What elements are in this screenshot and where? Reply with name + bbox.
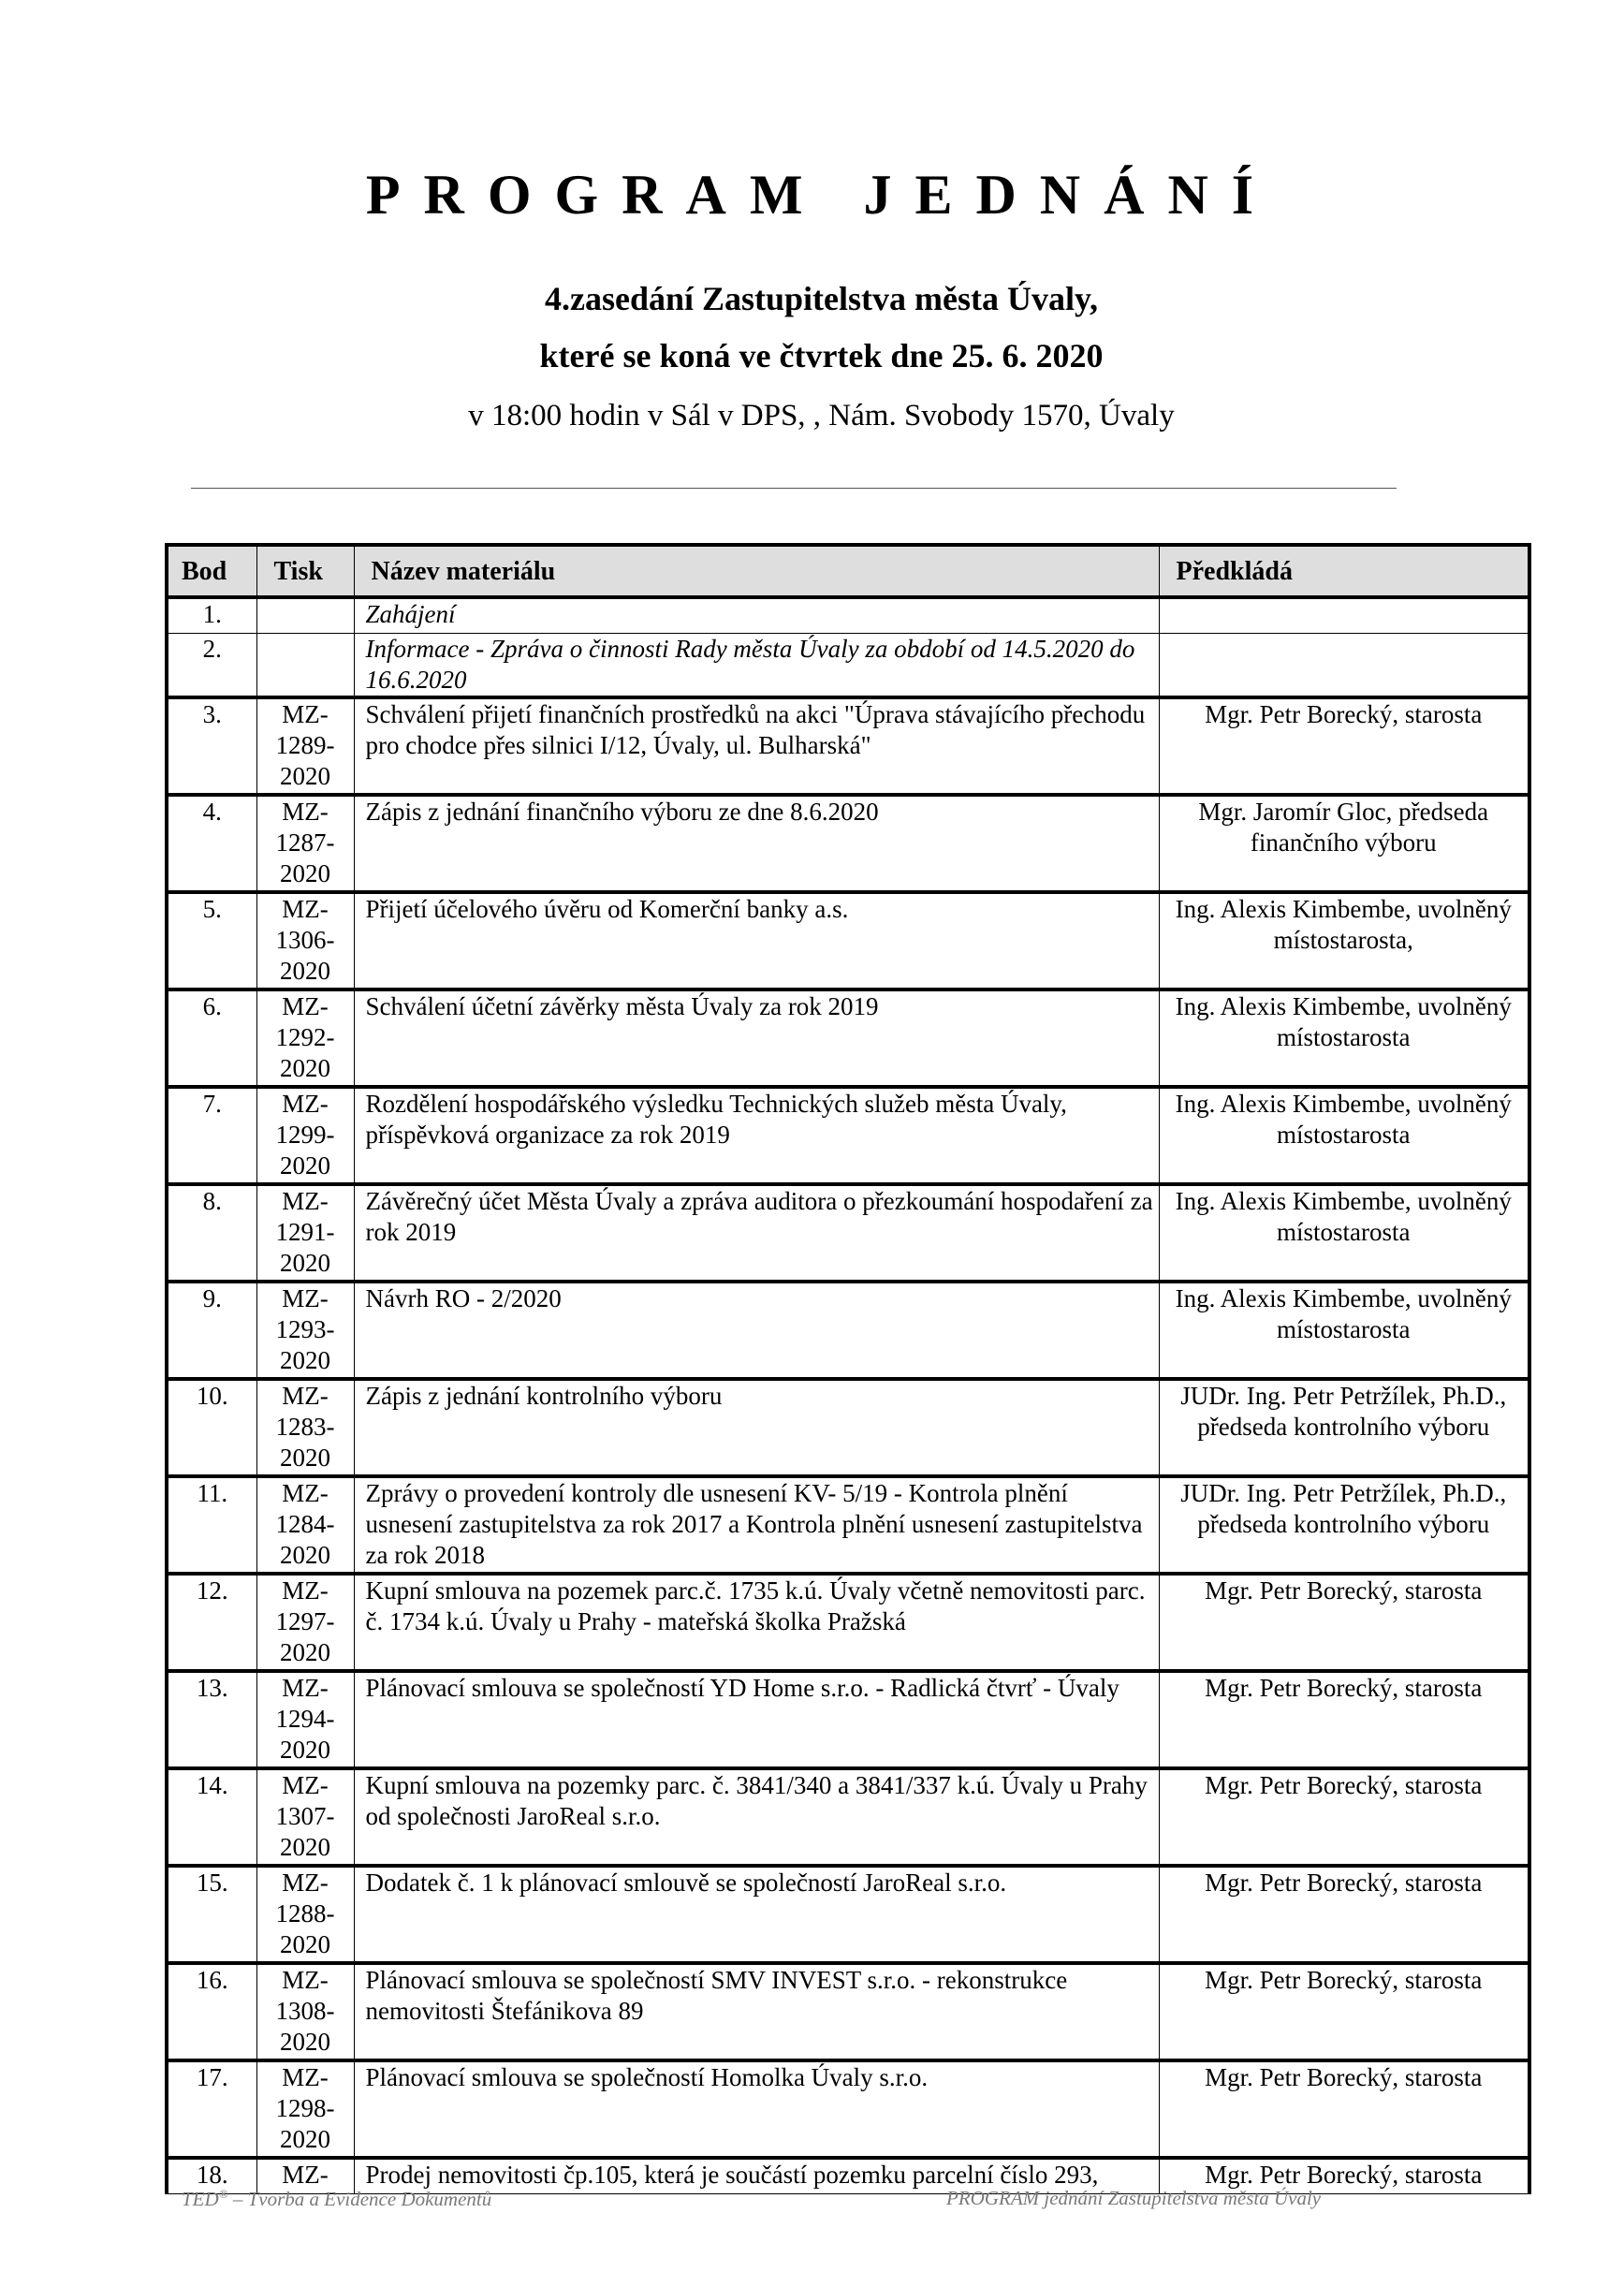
row-bod-cell: 17. bbox=[167, 2060, 256, 2158]
column-header-nazev: Název materiálu bbox=[354, 545, 1159, 597]
row-predklada-cell bbox=[1159, 597, 1529, 634]
meeting-date: které se koná ve čtvrtek dne 25. 6. 2020 bbox=[539, 337, 1104, 374]
row-tisk-cell: MZ-1288-2020 bbox=[256, 1866, 354, 1963]
table-row bbox=[167, 1379, 1529, 1476]
table-row bbox=[167, 634, 1529, 698]
row-nazev-cell: Plánovací smlouva se společností SMV INVEST s.r.o. - rekonstrukce nemovitosti Štefánikova 89 bbox=[354, 1963, 1159, 2060]
row-tisk-cell bbox=[256, 634, 354, 698]
row-tisk-cell: MZ-1298-2020 bbox=[256, 2060, 354, 2158]
row-bod-cell: 18. bbox=[167, 2158, 256, 2194]
row-bod-cell: 7. bbox=[167, 1087, 256, 1184]
table-row bbox=[167, 597, 1529, 634]
row-nazev-cell: Schválení přijetí finančních prostředků na akci "Úprava stávajícího přechodu pro chodce přes silnici I/12, Úvaly, ul. Bulharská" bbox=[354, 697, 1159, 795]
row-nazev-cell: Dodatek č. 1 k plánovací smlouvě se společností JaroReal s.r.o. bbox=[354, 1866, 1159, 1963]
row-nazev-cell: Kupní smlouva na pozemky parc. č. 3841/340 a 3841/337 k.ú. Úvaly u Prahy od společnosti JaroReal s.r.o. bbox=[354, 1768, 1159, 1866]
row-bod-cell: 9. bbox=[167, 1282, 256, 1379]
row-tisk-cell bbox=[256, 597, 354, 634]
row-predklada-cell bbox=[1159, 634, 1529, 698]
row-bod-cell: 4. bbox=[167, 795, 256, 892]
row-tisk-cell: MZ-1291-2020 bbox=[256, 1184, 354, 1282]
registered-mark: ® bbox=[218, 2187, 228, 2201]
row-predklada-cell: Ing. Alexis Kimbembe, uvolněný místostarosta bbox=[1159, 1184, 1529, 1282]
row-bod-cell: 13. bbox=[167, 1671, 256, 1768]
row-nazev-cell: Plánovací smlouva se společností Homolka Úvaly s.r.o. bbox=[354, 2060, 1159, 2158]
row-tisk-cell: MZ-1289-2020 bbox=[256, 697, 354, 795]
column-header-predklada: Předkládá bbox=[1159, 545, 1529, 597]
table-row bbox=[167, 1476, 1529, 1574]
table-row bbox=[167, 1671, 1529, 1768]
row-nazev-cell: Prodej nemovitosti čp.105, která je součástí pozemku parcelní číslo 293, bbox=[354, 2158, 1159, 2194]
row-tisk-cell: MZ-1307-2020 bbox=[256, 1768, 354, 1866]
row-nazev-cell: Rozdělení hospodářského výsledku Technických služeb města Úvaly, příspěvková organizace za rok 2019 bbox=[354, 1087, 1159, 1184]
column-header-bod: Bod bbox=[167, 545, 256, 597]
table-row bbox=[167, 1184, 1529, 1282]
row-tisk-cell: MZ-1293-2020 bbox=[256, 1282, 354, 1379]
row-bod-cell: 2. bbox=[167, 634, 256, 698]
table-row bbox=[167, 1866, 1529, 1963]
row-tisk-cell: MZ-1292-2020 bbox=[256, 989, 354, 1087]
row-predklada-cell: Mgr. Petr Borecký, starosta bbox=[1159, 1963, 1529, 2060]
row-predklada-cell: JUDr. Ing. Petr Petržílek, Ph.D., předseda kontrolního výboru bbox=[1159, 1379, 1529, 1476]
table-row bbox=[167, 892, 1529, 989]
row-predklada-cell: Mgr. Jaromír Gloc, předseda finančního výboru bbox=[1159, 795, 1529, 892]
table-row bbox=[167, 1963, 1529, 2060]
row-predklada-cell: Mgr. Petr Borecký, starosta bbox=[1159, 2060, 1529, 2158]
row-bod-cell: 11. bbox=[167, 1476, 256, 1574]
table-row bbox=[167, 1087, 1529, 1184]
row-tisk-cell: MZ-1299-2020 bbox=[256, 1087, 354, 1184]
row-nazev-cell: Návrh RO - 2/2020 bbox=[354, 1282, 1159, 1379]
footer-brand-text: – Tvorba a Evidence Dokumentů bbox=[227, 2188, 492, 2210]
page-title: PROGRAM JEDNÁNÍ bbox=[365, 164, 1278, 226]
row-nazev-cell: Schválení účetní závěrky města Úvaly za rok 2019 bbox=[354, 989, 1159, 1087]
table-row bbox=[167, 1282, 1529, 1379]
row-predklada-cell: Ing. Alexis Kimbembe, uvolněný místostarosta bbox=[1159, 1282, 1529, 1379]
row-tisk-cell: MZ- bbox=[256, 2158, 354, 2194]
row-tisk-cell: MZ-1283-2020 bbox=[256, 1379, 354, 1476]
row-predklada-cell: Mgr. Petr Borecký, starosta bbox=[1159, 1768, 1529, 1866]
table-row bbox=[167, 1768, 1529, 1866]
row-bod-cell: 12. bbox=[167, 1574, 256, 1671]
row-tisk-cell: MZ-1294-2020 bbox=[256, 1671, 354, 1768]
row-predklada-cell: Mgr. Petr Borecký, starosta bbox=[1159, 1574, 1529, 1671]
row-bod-cell: 16. bbox=[167, 1963, 256, 2060]
table-header-row bbox=[167, 545, 1529, 597]
row-predklada-cell: Ing. Alexis Kimbembe, uvolněný místostarosta bbox=[1159, 989, 1529, 1087]
row-predklada-cell: Mgr. Petr Borecký, starosta bbox=[1159, 1866, 1529, 1963]
row-bod-cell: 15. bbox=[167, 1866, 256, 1963]
table-row bbox=[167, 697, 1529, 795]
meeting-subtitle: 4.zasedání Zastupitelstva města Úvaly, bbox=[544, 280, 1098, 317]
agenda-body bbox=[167, 597, 1529, 2194]
table-row bbox=[167, 795, 1529, 892]
row-nazev-cell: Zprávy o provedení kontroly dle usnesení KV- 5/19 - Kontrola plnění usnesení zastupitelstva za rok 2017 a Kontrola plnění usnesení zastupitelstva za rok 2018 bbox=[354, 1476, 1159, 1574]
footer-brand: TED bbox=[182, 2188, 219, 2210]
row-bod-cell: 1. bbox=[167, 597, 256, 634]
table-row bbox=[167, 1574, 1529, 1671]
row-tisk-cell: MZ-1297-2020 bbox=[256, 1574, 354, 1671]
row-bod-cell: 10. bbox=[167, 1379, 256, 1476]
row-predklada-cell: JUDr. Ing. Petr Petržílek, Ph.D., předseda kontrolního výboru bbox=[1159, 1476, 1529, 1574]
row-nazev-cell: Zápis z jednání kontrolního výboru bbox=[354, 1379, 1159, 1476]
row-nazev-cell: Informace - Zpráva o činnosti Rady města Úvaly za období od 14.5.2020 do 16.6.2020 bbox=[354, 634, 1159, 698]
table-row bbox=[167, 989, 1529, 1087]
row-nazev-cell: Plánovací smlouva se společností YD Home s.r.o. - Radlická čtvrť - Úvaly bbox=[354, 1671, 1159, 1768]
row-predklada-cell: Mgr. Petr Borecký, starosta bbox=[1159, 1671, 1529, 1768]
row-bod-cell: 14. bbox=[167, 1768, 256, 1866]
row-nazev-cell: Zápis z jednání finančního výboru ze dne 8.6.2020 bbox=[354, 795, 1159, 892]
row-bod-cell: 5. bbox=[167, 892, 256, 989]
row-predklada-cell: Mgr. Petr Borecký, starosta bbox=[1159, 2158, 1529, 2194]
row-tisk-cell: MZ-1284-2020 bbox=[256, 1476, 354, 1574]
column-header-tisk: Tisk bbox=[256, 545, 354, 597]
agenda-table bbox=[165, 543, 1531, 2194]
row-nazev-cell: Přijetí účelového úvěru od Komerční banky a.s. bbox=[354, 892, 1159, 989]
table-row bbox=[167, 2060, 1529, 2158]
row-tisk-cell: MZ-1287-2020 bbox=[256, 795, 354, 892]
row-predklada-cell: Ing. Alexis Kimbembe, uvolněný místostarosta bbox=[1159, 1087, 1529, 1184]
row-predklada-cell: Mgr. Petr Borecký, starosta bbox=[1159, 697, 1529, 795]
footer-right: PROGRAM jednání Zastupitelstva města Úvaly bbox=[946, 2187, 1322, 2209]
row-nazev-cell: Zahájení bbox=[354, 597, 1159, 634]
meeting-time-place: v 18:00 hodin v Sál v DPS, , Nám. Svobody 1570, Úvaly bbox=[468, 399, 1175, 432]
row-nazev-cell: Kupní smlouva na pozemek parc.č. 1735 k.ú. Úvaly včetně nemovitosti parc. č. 1734 k.ú. Úvaly u Prahy - mateřská školka Pražská bbox=[354, 1574, 1159, 1671]
row-bod-cell: 8. bbox=[167, 1184, 256, 1282]
row-bod-cell: 6. bbox=[167, 989, 256, 1087]
divider bbox=[191, 488, 1397, 489]
row-nazev-cell: Závěrečný účet Města Úvaly a zpráva auditora o přezkoumání hospodaření za rok 2019 bbox=[354, 1184, 1159, 1282]
row-bod-cell: 3. bbox=[167, 697, 256, 795]
row-predklada-cell: Ing. Alexis Kimbembe, uvolněný místostarosta, bbox=[1159, 892, 1529, 989]
footer-left bbox=[182, 2187, 491, 2211]
row-tisk-cell: MZ-1306-2020 bbox=[256, 892, 354, 989]
row-tisk-cell: MZ-1308-2020 bbox=[256, 1963, 354, 2060]
